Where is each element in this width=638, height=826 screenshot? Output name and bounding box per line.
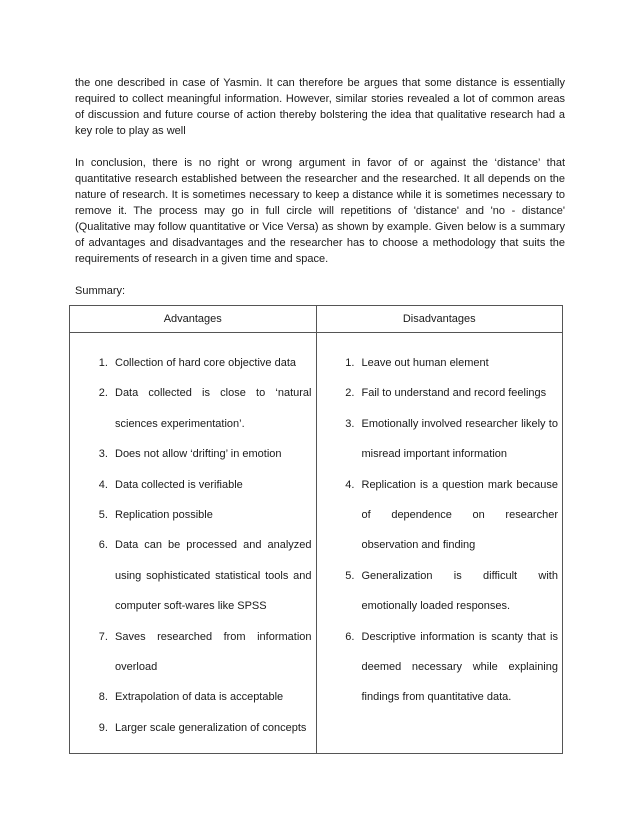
list-item: 3. Does not allow ‘drifting’ in emotion	[111, 439, 312, 469]
disadvantages-cell	[316, 333, 563, 754]
paragraph-continuation: the one described in case of Yasmin. It can therefore be argues that some distance is essentially required to collect meaningful information. However, similar stories revealed a lot of common areas of discussion and future course of action thereby bolstering the idea that qualitative research had a key role to play as well	[75, 77, 565, 137]
table-row	[70, 333, 563, 754]
list-item: 7. Saves researched from information overload	[111, 622, 312, 683]
advantages-cell	[70, 333, 317, 754]
table-header-row	[70, 306, 563, 333]
advantages-header: Advantages	[70, 306, 317, 333]
list-item: 4. Data collected is verifiable	[111, 470, 312, 500]
list-item: 5. Replication possible	[111, 500, 312, 530]
paragraph-conclusion: In conclusion, there is no right or wrong argument in favor of or against the ‘distance’ that quantitative research established between the researcher and the researched. It all depends on the nature of research. It is sometimes necessary to keep a distance while it is sometimes necessary to remove it. The process may go in full circle will repetitions of 'distance' and 'no - distance' (Qualitative may follow quantitative or Vice Versa) as shown by example. Given below is a summary of advantages and disadvantages and the researcher has to choose a methodology that suits the requirements of research in a given time and space.	[75, 157, 565, 265]
page-content	[75, 75, 565, 754]
list-item: 5. Generalization is difficult with emotionally loaded responses.	[358, 561, 559, 622]
list-item: 1. Collection of hard core objective data	[111, 348, 312, 378]
summary-table	[69, 305, 563, 754]
disadvantages-header: Disadvantages	[316, 306, 563, 333]
list-item: 4. Replication is a question mark because of dependence on researcher observation and finding	[358, 470, 559, 561]
summary-label: Summary:	[75, 285, 126, 297]
list-item: 3. Emotionally involved researcher likely to misread important information	[358, 409, 559, 470]
list-item: 2. Fail to understand and record feelings	[358, 378, 559, 408]
advantages-list	[74, 348, 312, 743]
list-item: 8. Extrapolation of data is acceptable	[111, 682, 312, 712]
list-item: 6. Descriptive information is scanty that is deemed necessary while explaining findings from quantitative data.	[358, 622, 559, 713]
list-item: 2. Data collected is close to ‘natural sciences experimentation’.	[111, 378, 312, 439]
list-item: 6. Data can be processed and analyzed using sophisticated statistical tools and computer soft-wares like SPSS	[111, 530, 312, 621]
list-item: 1. Leave out human element	[358, 348, 559, 378]
disadvantages-list	[321, 348, 559, 713]
list-item: 9. Larger scale generalization of concepts	[111, 713, 312, 743]
